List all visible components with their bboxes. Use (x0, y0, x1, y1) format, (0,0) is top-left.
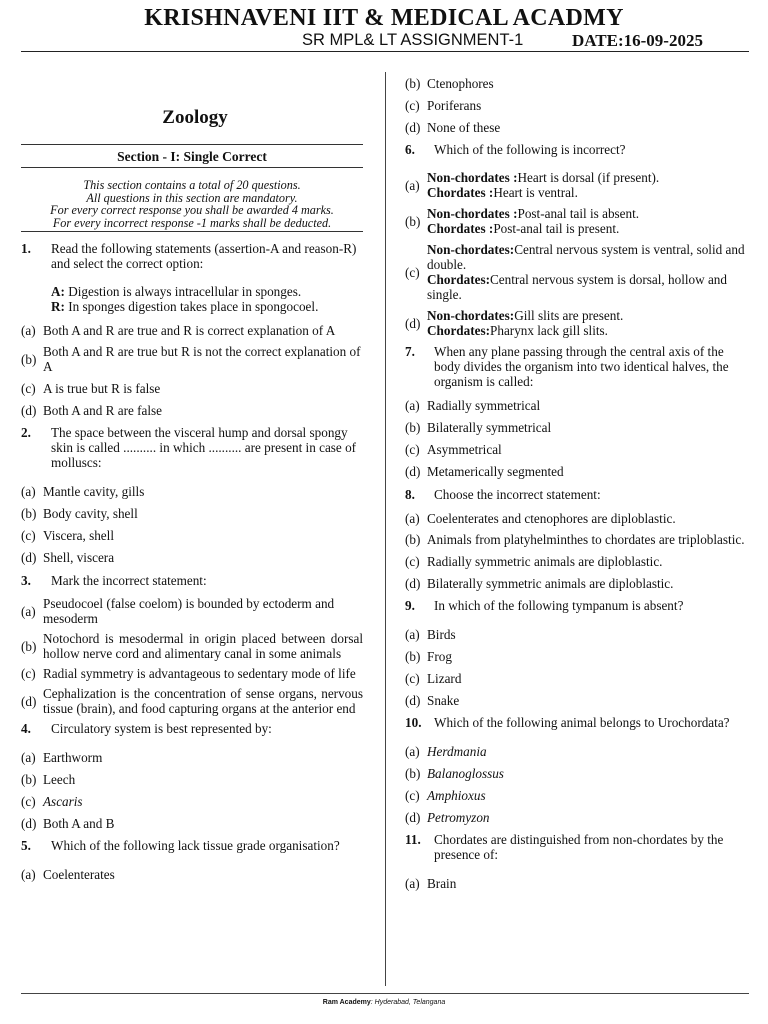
section-divider (21, 167, 363, 168)
assertion-label: A: (51, 284, 65, 299)
option-label: (b) (21, 772, 37, 787)
column-divider (385, 72, 386, 986)
chordates-label: Chordates: (427, 323, 491, 338)
footer-divider (21, 993, 749, 994)
option-b[interactable] (21, 772, 363, 787)
option-label: (a) (405, 744, 420, 759)
assignment-subtitle: SR MPL& LT ASSIGNMENT-1 (302, 31, 524, 49)
option-d[interactable] (405, 464, 750, 479)
option-c[interactable] (21, 666, 363, 681)
option-label: (c) (405, 264, 420, 280)
non-chordates-text: Central nervous system is ventral, solid and double. (427, 242, 745, 272)
question-number: 4. (21, 721, 31, 736)
option-a[interactable] (21, 323, 363, 338)
option-d[interactable] (21, 550, 363, 565)
question-number: 5. (21, 838, 31, 853)
option-text: Coelenterates and ctenophores are diploblastic. (427, 511, 676, 526)
question-10 (405, 715, 750, 825)
option-label: (b) (405, 213, 421, 229)
option-d[interactable] (21, 816, 363, 831)
option-text: Amphioxus (427, 788, 486, 803)
option-a[interactable] (405, 876, 750, 891)
footer-org: Ram Academy (322, 999, 371, 1006)
instruction-line: For every correct response you shall be awarded 4 marks. (50, 203, 334, 217)
question-text: The space between the visceral hump and dorsal spongy skin is called .......... in which .......... are present in case of molluscs: (51, 425, 357, 470)
option-label: (a) (21, 603, 36, 619)
option-label: (c) (405, 98, 420, 113)
option-label: (d) (21, 403, 37, 418)
assertion-text: Digestion is always intracellular in sponges. (68, 284, 302, 299)
option-text: Frog (427, 649, 452, 664)
option-label: (a) (405, 876, 420, 891)
option-label: (b) (21, 506, 37, 521)
footer-location: : Hyderabad, Telangana (370, 999, 446, 1006)
option-text: Herdmania (427, 744, 487, 759)
option-b[interactable] (405, 206, 750, 236)
option-label: (a) (405, 627, 420, 642)
option-text: Both A and B (43, 816, 115, 831)
option-label: (a) (405, 177, 420, 193)
question-6 (405, 142, 750, 338)
question-text: Circulatory system is best represented by: (51, 721, 272, 736)
option-text: Notochord is mesodermal in origin placed between dorsal hollow nerve cord and alimentary canal in some animals (43, 631, 363, 661)
option-label: (c) (405, 554, 420, 569)
option-b[interactable] (405, 532, 750, 547)
question-7 (405, 344, 750, 479)
option-a[interactable] (21, 867, 363, 882)
option-label: (c) (405, 788, 420, 803)
subject-divider (21, 144, 363, 145)
question-number: 11. (405, 832, 421, 847)
option-label: (b) (405, 532, 421, 547)
page-title: KRISHNAVENI IIT & MEDICAL ACADMY (144, 5, 624, 31)
section-title: Section - I: Single Correct (117, 149, 267, 164)
option-text: Petromyzon (427, 810, 490, 825)
question-number: 7. (405, 344, 415, 359)
header-divider (21, 51, 749, 52)
option-c[interactable] (405, 554, 750, 569)
option-text: Bilaterally symmetric animals are diploblastic. (427, 576, 674, 591)
question-text: Mark the incorrect statement: (51, 573, 207, 588)
option-label: (d) (405, 810, 421, 825)
option-text: Brain (427, 876, 457, 891)
question-8 (405, 487, 750, 591)
question-3 (21, 573, 363, 716)
question-number: 8. (405, 487, 415, 502)
option-text: Asymmetrical (427, 442, 502, 457)
option-d[interactable] (405, 810, 750, 825)
option-d[interactable] (405, 308, 750, 338)
question-number: 2. (21, 425, 31, 440)
assignment-date: DATE:16-09-2025 (572, 31, 703, 50)
option-label: (b) (405, 766, 421, 781)
question-text: Read the following statements (assertion-A and reason-R) and select the correct option: (51, 241, 357, 271)
option-c[interactable] (405, 442, 750, 457)
option-c[interactable] (405, 788, 750, 803)
non-chordates-text: Gill slits are present. (514, 308, 624, 323)
option-text: Animals from platyhelminthes to chordates are triploblastic. (427, 532, 745, 547)
option-text: Cephalization is the concentration of sense organs, nervous tissue (brain), and food capturing organs at the anterior end (43, 686, 363, 716)
option-text: Bilaterally symmetrical (427, 420, 552, 435)
option-c[interactable] (21, 794, 363, 809)
non-chordates-text: Post-anal tail is absent. (517, 206, 640, 221)
option-label: (a) (405, 511, 420, 526)
page-footer (0, 998, 768, 1007)
option-a[interactable] (405, 627, 750, 642)
option-label: (d) (21, 693, 37, 709)
option-a[interactable] (405, 170, 750, 200)
option-c[interactable] (405, 242, 750, 302)
instruction-line: This section contains a total of 20 questions. (83, 178, 301, 192)
non-chordates-text: Heart is dorsal (if present). (517, 170, 660, 185)
question-9 (405, 598, 750, 708)
option-text: Birds (427, 627, 456, 642)
option-text: Both A and R are true but R is not the correct explanation of A (43, 344, 361, 374)
option-a[interactable] (405, 398, 750, 413)
option-a[interactable] (405, 744, 750, 759)
option-text: Shell, viscera (43, 550, 115, 565)
option-label: (c) (21, 381, 36, 396)
non-chordates-label: Non-chordates : (427, 170, 518, 185)
option-label: (a) (21, 323, 36, 338)
option-label: (c) (21, 794, 36, 809)
chordates-text: Central nervous system is dorsal, hollow and single. (427, 272, 727, 302)
question-text: Which of the following lack tissue grade organisation? (51, 838, 340, 853)
option-text: Lizard (427, 671, 462, 686)
option-text: Leech (43, 772, 76, 787)
option-a[interactable] (405, 511, 750, 526)
question-text: Which of the following animal belongs to Urochordata? (434, 715, 730, 730)
option-b[interactable] (21, 506, 363, 521)
option-text: Radial symmetry is advantageous to sedentary mode of life (43, 666, 356, 681)
option-text: Metamerically segmented (427, 464, 564, 479)
non-chordates-label: Non-chordates : (427, 206, 518, 221)
question-4 (21, 721, 363, 831)
option-d[interactable] (405, 693, 750, 708)
question-text: Which of the following is incorrect? (434, 142, 626, 157)
question-2 (21, 425, 363, 565)
option-d[interactable] (405, 576, 750, 591)
question-5 (21, 838, 363, 882)
question-11 (405, 832, 750, 891)
option-label: (d) (405, 576, 421, 591)
option-c[interactable] (405, 98, 750, 113)
instruction-line: All questions in this section are mandatory. (86, 190, 298, 205)
question-number: 6. (405, 142, 415, 157)
right-column (405, 76, 750, 891)
option-label: (b) (405, 649, 421, 664)
non-chordates-label: Non-chordates: (427, 308, 515, 323)
option-c[interactable] (21, 381, 363, 396)
option-text: Radially symmetric animals are diploblastic. (427, 554, 663, 569)
instruction-line: For every incorrect response -1 marks shall be deducted. (52, 215, 332, 230)
option-label: (a) (405, 398, 420, 413)
option-text: Viscera, shell (43, 528, 114, 543)
question-number: 10. (405, 715, 422, 730)
option-c[interactable] (21, 528, 363, 543)
option-b[interactable] (405, 649, 750, 664)
option-b[interactable] (21, 344, 363, 374)
question-5-continued (405, 76, 750, 135)
question-text: In which of the following tympanum is absent? (434, 598, 684, 613)
option-text: Snake (427, 693, 460, 708)
option-label: (a) (21, 484, 36, 499)
option-d[interactable] (405, 120, 750, 135)
option-label: (a) (21, 867, 36, 882)
question-number: 9. (405, 598, 415, 613)
question-number: 1. (21, 241, 31, 256)
question-text: Choose the incorrect statement: (434, 487, 601, 502)
chordates-text: Pharynx lack gill slits. (490, 323, 608, 338)
option-c[interactable] (405, 671, 750, 686)
section-instructions (21, 179, 363, 229)
option-label: (c) (21, 666, 36, 681)
option-text: Pseudocoel (false coelom) is bounded by ectoderm and mesoderm (43, 596, 335, 626)
option-label: (b) (405, 420, 421, 435)
option-text: Both A and R are true and R is correct explanation of A (43, 323, 336, 338)
option-a[interactable] (21, 750, 363, 765)
option-b[interactable] (405, 76, 750, 91)
chordates-label: Chordates : (427, 185, 494, 200)
option-text: Ascaris (43, 794, 83, 809)
option-label: (d) (21, 550, 37, 565)
option-label: (b) (21, 351, 37, 367)
left-column (21, 107, 363, 882)
option-label: (d) (405, 315, 421, 331)
option-text: Ctenophores (427, 76, 494, 91)
chordates-label: Chordates: (427, 272, 491, 287)
option-label: (a) (21, 750, 36, 765)
chordates-label: Chordates : (427, 221, 494, 236)
option-label: (d) (405, 120, 421, 135)
option-text: Mantle cavity, gills (43, 484, 145, 499)
option-text: Earthworm (43, 750, 103, 765)
option-label: (b) (21, 638, 37, 654)
option-b[interactable] (405, 766, 750, 781)
non-chordates-label: Non-chordates: (427, 242, 515, 257)
option-text: A is true but R is false (43, 381, 161, 396)
chordates-text: Post-anal tail is present. (493, 221, 620, 236)
question-text: When any plane passing through the central axis of the body divides the organism into two identical halves, the organism is called: (434, 344, 729, 389)
reason-statement (51, 299, 363, 314)
option-b[interactable] (405, 420, 750, 435)
option-d[interactable] (21, 403, 363, 418)
option-label: (b) (405, 76, 421, 91)
option-a[interactable] (21, 596, 363, 626)
option-label: (c) (21, 528, 36, 543)
question-1 (21, 241, 363, 418)
option-label: (d) (405, 693, 421, 708)
option-text: Both A and R are false (43, 403, 163, 418)
option-a[interactable] (21, 484, 363, 499)
option-b[interactable] (21, 631, 363, 661)
reason-label: R: (51, 299, 65, 314)
option-text: Coelenterates (43, 867, 115, 882)
question-text: Chordates are distinguished from non-chordates by the presence of: (434, 832, 724, 862)
question-number: 3. (21, 573, 31, 588)
option-label: (d) (21, 816, 37, 831)
option-text: Poriferans (427, 98, 482, 113)
option-text: Radially symmetrical (427, 398, 541, 413)
assertion-statement (51, 284, 363, 299)
option-label: (d) (405, 464, 421, 479)
option-text: Balanoglossus (427, 766, 504, 781)
chordates-text: Heart is ventral. (493, 185, 578, 200)
subject-heading: Zoology (162, 107, 228, 128)
option-label: (c) (405, 442, 420, 457)
option-label: (c) (405, 671, 420, 686)
option-text: Body cavity, shell (43, 506, 138, 521)
instructions-divider (21, 231, 363, 232)
option-d[interactable] (21, 686, 363, 716)
option-text: None of these (427, 120, 501, 135)
reason-text: In sponges digestion takes place in spongocoel. (68, 299, 319, 314)
